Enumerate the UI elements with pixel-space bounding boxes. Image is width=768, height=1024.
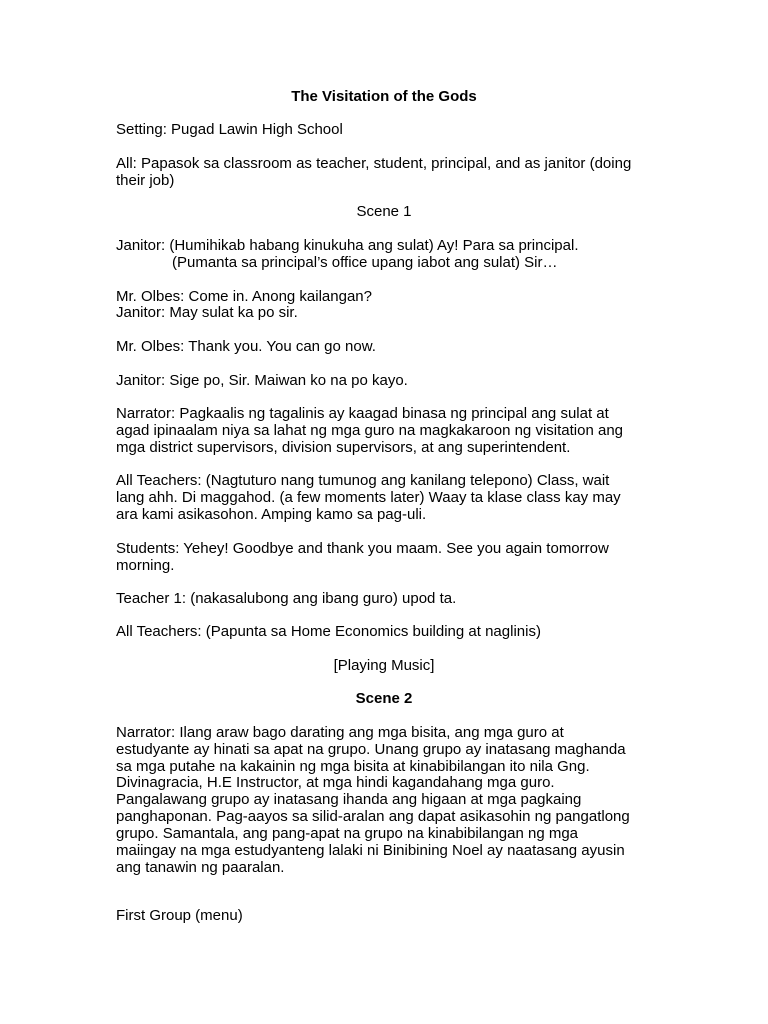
narrator-2-line-8: maiingay na mga estudyanteng lalaki ni Binibining Noel ay naatasang ayusin	[116, 842, 625, 859]
first-group-heading: First Group (menu)	[116, 907, 243, 924]
students-line-1: Students: Yehey! Goodbye and thank you maam. See you again tomorrow	[116, 540, 609, 557]
narrator-2-line-3: sa mga putahe na kakainin ng mga bisita at kinabibilangan ito nila Gng.	[116, 758, 590, 775]
olbes-line-1: Mr. Olbes: Come in. Anong kailangan?	[116, 288, 372, 305]
narrator-1-line-1: Narrator: Pagkaalis ng tagalinis ay kaagad binasa ng principal ang sulat at	[116, 405, 609, 422]
olbes-line-2: Mr. Olbes: Thank you. You can go now.	[116, 338, 376, 355]
narrator-2-line-2: estudyante ay hinati sa apat na grupo. Unang grupo ay inatasang maghanda	[116, 741, 626, 758]
document-title: The Visitation of the Gods	[291, 88, 477, 105]
playing-music-cue: [Playing Music]	[333, 657, 435, 674]
janitor-line-2: (Pumanta sa principal’s office upang iabot ang sulat) Sir…	[172, 254, 558, 271]
teachers-line-4: All Teachers: (Papunta sa Home Economics building at naglinis)	[116, 623, 541, 640]
scene-1-heading: Scene 1	[356, 203, 412, 220]
janitor-line-1: Janitor: (Humihikab habang kinukuha ang sulat) Ay! Para sa principal.	[116, 237, 579, 254]
teachers-line-1: All Teachers: (Nagtuturo nang tumunog ang kanilang telepono) Class, wait	[116, 472, 610, 489]
narrator-2-line-7: grupo. Samantala, ang pang-apat na grupo na kinabibilangan ng mga	[116, 825, 579, 842]
all-line-2: their job)	[116, 172, 175, 189]
narrator-1-line-2: agad ipinaalam niya sa lahat ng mga guro na magkakaroon ng visitation ang	[116, 422, 623, 439]
narrator-1-line-3: mga district supervisors, division supervisors, at ang superintendent.	[116, 439, 571, 456]
janitor-line-4: Janitor: Sige po, Sir. Maiwan ko na po kayo.	[116, 372, 408, 389]
students-line-2: morning.	[116, 557, 175, 574]
all-line-1: All: Papasok sa classroom as teacher, student, principal, and as janitor (doing	[116, 155, 632, 172]
narrator-2-line-1: Narrator: Ilang araw bago darating ang mga bisita, ang mga guro at	[116, 724, 564, 741]
teachers-line-3: ara kami asikasohon. Amping kamo sa pag-uli.	[116, 506, 427, 523]
teacher1-line: Teacher 1: (nakasalubong ang ibang guro) upod ta.	[116, 590, 457, 607]
narrator-2-line-5: Pangalawang grupo ay inatasang ihanda ang higaan at mga pagkaing	[116, 791, 582, 808]
narrator-2-line-9: ang tanawin ng paaralan.	[116, 859, 285, 876]
janitor-line-3: Janitor: May sulat ka po sir.	[116, 304, 298, 321]
scene-2-heading: Scene 2	[355, 690, 413, 707]
narrator-2-line-6: panghaponan. Pag-aayos sa silid-aralan ang dapat asikasohin ng pangatlong	[116, 808, 630, 825]
narrator-2-line-4: Divinagracia, H.E Instructor, at mga hindi kagandahang mga guro.	[116, 774, 555, 791]
teachers-line-2: lang ahh. Di maggahod. (a few moments later) Waay ta klase class kay may	[116, 489, 621, 506]
setting-line: Setting: Pugad Lawin High School	[116, 121, 343, 138]
